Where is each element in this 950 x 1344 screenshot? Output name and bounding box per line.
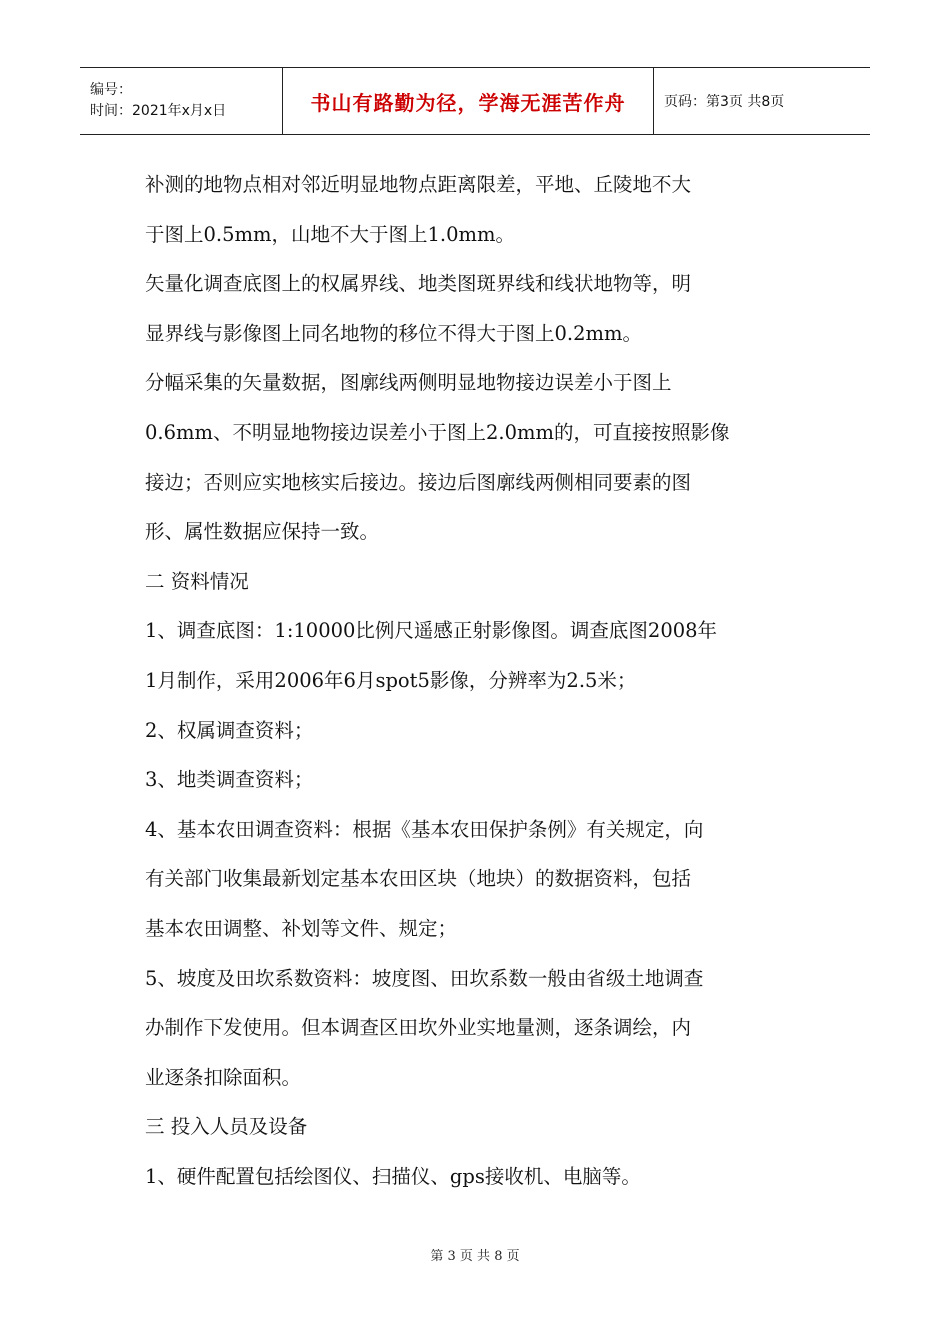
text-line: 矢量化调查底图上的权属界线、地类图斑界线和线状地物等，明 — [145, 272, 692, 296]
text-line: 办制作下发使用。但本调查区田坎外业实地量测，逐条调绘，内 — [145, 1016, 692, 1040]
header-meta — [80, 68, 283, 134]
text-line: 显界线与影像图上同名地物的移位不得大于图上0.2mm。 — [145, 321, 642, 345]
text-line: 5、坡度及田坎系数资料：坡度图、田坎系数一般由省级土地调查 — [145, 966, 704, 990]
text-line: 1月制作，采用2006年6月spot5影像，分辨率为2.5米； — [145, 668, 637, 692]
text-line: 0.6mm、不明显地物接边误差小于图上2.0mm的，可直接按照影像 — [145, 420, 730, 444]
text-line: 形、属性数据应保持一致。 — [145, 520, 380, 544]
text-line: 业逐条扣除面积。 — [145, 1065, 302, 1089]
document-header — [80, 67, 870, 135]
document-time-label: 时间：2021年x月x日 — [90, 103, 227, 119]
header-page-info-cell — [654, 68, 870, 134]
page-footer: 第 3 页 共 8 页 — [430, 1249, 520, 1264]
text-line: 有关部门收集最新划定基本农田区块（地块）的数据资料，包括 — [145, 867, 692, 891]
header-motto-cell — [283, 68, 654, 134]
document-number-label: 编号： — [90, 82, 132, 98]
header-motto: 书山有路勤为径，学海无涯苦作舟 — [310, 90, 626, 115]
text-line: 接边；否则应实地核实后接边。接边后图廓线两侧相同要素的图 — [145, 470, 692, 494]
section-heading: 三 投入人员及设备 — [145, 1115, 308, 1139]
section-heading: 二 资料情况 — [145, 569, 249, 593]
document-body — [145, 160, 795, 1201]
text-line: 分幅采集的矢量数据，图廓线两侧明显地物接边误差小于图上 — [145, 371, 672, 395]
text-line: 3、地类调查资料； — [145, 768, 314, 792]
text-line: 4、基本农田调查资料：根据《基本农田保护条例》有关规定，向 — [145, 817, 704, 841]
text-line: 1、硬件配置包括绘图仪、扫描仪、gps接收机、电脑等。 — [145, 1164, 641, 1188]
header-page-info: 页码：第3页 共8页 — [664, 94, 785, 110]
text-line: 基本农田调整、补划等文件、规定； — [145, 916, 458, 940]
text-line: 于图上0.5mm，山地不大于图上1.0mm。 — [145, 222, 515, 246]
text-line: 补测的地物点相对邻近明显地物点距离限差，平地、丘陵地不大 — [145, 173, 692, 196]
text-line: 2、权属调查资料； — [145, 718, 314, 742]
text-line: 1、调查底图：1:10000比例尺遥感正射影像图。调查底图2008年 — [145, 619, 718, 643]
